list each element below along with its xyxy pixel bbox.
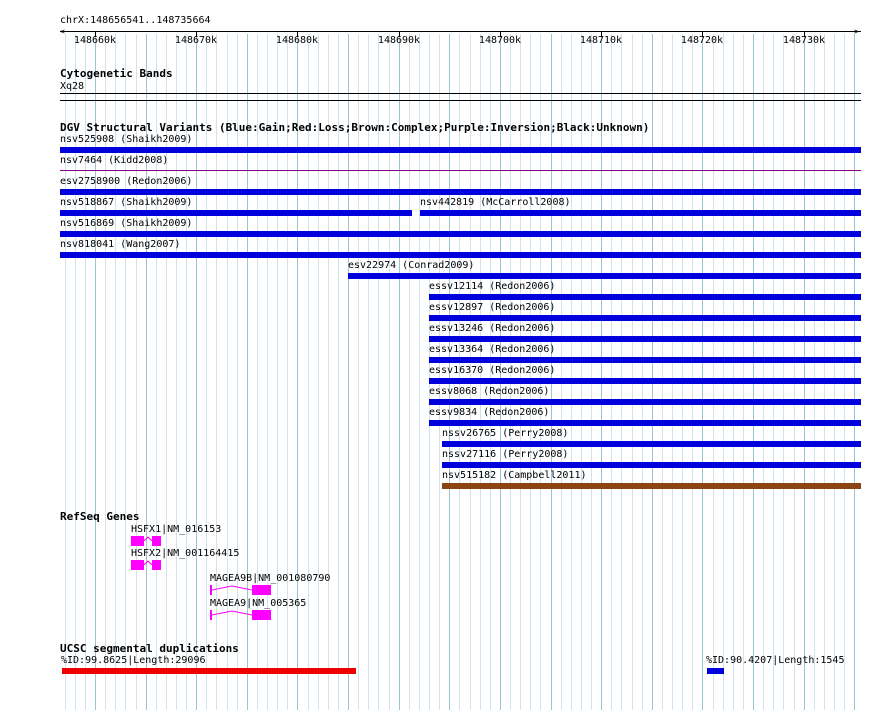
cytoband-line-upper [60, 93, 861, 94]
ruler-tick-label: 148700k [478, 35, 522, 46]
gene-intron [212, 610, 252, 620]
segdup-label: %ID:90.4207|Length:1545 [706, 655, 845, 666]
gene-exon [252, 585, 271, 595]
variant-label: nssv27116 (Perry2008) [442, 449, 569, 460]
gene-exon [131, 536, 144, 546]
variant-label: essv16370 (Redon2006) [429, 365, 556, 376]
variant-label: nssv26765 (Perry2008) [442, 428, 569, 439]
variant-bar [442, 483, 861, 489]
ruler-tick-label: 148730k [782, 35, 826, 46]
range-label: chrX:148656541..148735664 [60, 15, 211, 26]
variant-label: nsv516869 (Shaikh2009) [60, 218, 193, 229]
gene-label: MAGEA9|NM_005365 [210, 598, 307, 609]
gene-exon [252, 610, 271, 620]
gene-label: MAGEA9B|NM_001080790 [210, 573, 331, 584]
variant-bar [60, 231, 861, 237]
variant-bar [429, 399, 861, 405]
refseq-track-title: RefSeq Genes [60, 510, 140, 523]
variant-label: esv22974 (Conrad2009) [348, 260, 475, 271]
segdup-bar [62, 668, 356, 674]
ruler-tick-label: 148710k [579, 35, 623, 46]
variant-bar [60, 210, 412, 216]
ruler-left-arrow: < [60, 27, 65, 36]
gene-intron [144, 536, 152, 546]
variant-label: esv2758900 (Redon2006) [60, 176, 193, 187]
variant-bar [429, 378, 861, 384]
gene-exon [131, 560, 144, 570]
variant-label: nsv525908 (Shaikh2009) [60, 134, 193, 145]
gene-exon [152, 536, 161, 546]
variant-bar [429, 420, 861, 426]
variant-bar [442, 462, 861, 468]
variant-bar [348, 273, 861, 279]
ruler-tick-label: 148720k [680, 35, 724, 46]
variant-label: nsv7464 (Kidd2008) [60, 155, 169, 166]
cytoband-track-title: Cytogenetic Bands [60, 67, 173, 80]
dgv-track-title: DGV Structural Variants (Blue:Gain;Red:Loss;Brown:Complex;Purple:Inversion;Black:Unknown) [60, 121, 650, 134]
ruler-tick-label: 148680k [275, 35, 319, 46]
variant-label: nsv442819 (McCarroll2008) [420, 197, 571, 208]
variant-bar [60, 189, 861, 195]
variant-label: nsv515182 (Campbell2011) [442, 470, 587, 481]
variant-label: nsv818041 (Wang2007) [60, 239, 181, 250]
ruler-tick-label: 148690k [377, 35, 421, 46]
segdup-track-title: UCSC segmental duplications [60, 642, 239, 655]
variant-label: nsv518867 (Shaikh2009) [60, 197, 193, 208]
variant-label: essv13246 (Redon2006) [429, 323, 556, 334]
variant-label: essv8068 (Redon2006) [429, 386, 550, 397]
variant-label: essv13364 (Redon2006) [429, 344, 556, 355]
gene-label: HSFX1|NM_016153 [131, 524, 222, 535]
variant-label: essv12897 (Redon2006) [429, 302, 556, 313]
ruler-axis-line [60, 31, 861, 32]
variant-bar [429, 357, 861, 363]
gene-intron [144, 560, 152, 570]
variant-bar [60, 170, 861, 171]
variant-bar [60, 252, 861, 258]
cytoband-line-lower [60, 100, 861, 101]
variant-bar [442, 441, 861, 447]
variant-bar [429, 336, 861, 342]
ruler-tick-label: 148660k [73, 35, 117, 46]
gene-intron [212, 585, 252, 595]
variant-bar [420, 210, 861, 216]
gene-label: HSFX2|NM_001164415 [131, 548, 240, 559]
variant-label: essv12114 (Redon2006) [429, 281, 556, 292]
variant-bar [429, 315, 861, 321]
variant-label: essv9834 (Redon2006) [429, 407, 550, 418]
variant-bar [429, 294, 861, 300]
gene-exon [152, 560, 161, 570]
ruler-tick-label: 148670k [174, 35, 218, 46]
segdup-bar [707, 668, 724, 674]
variant-bar [60, 147, 861, 153]
ruler-right-arrow: > [854, 27, 859, 36]
segdup-label: %ID:99.8625|Length:29096 [61, 655, 206, 666]
cytoband-label: Xq28 [60, 81, 85, 92]
